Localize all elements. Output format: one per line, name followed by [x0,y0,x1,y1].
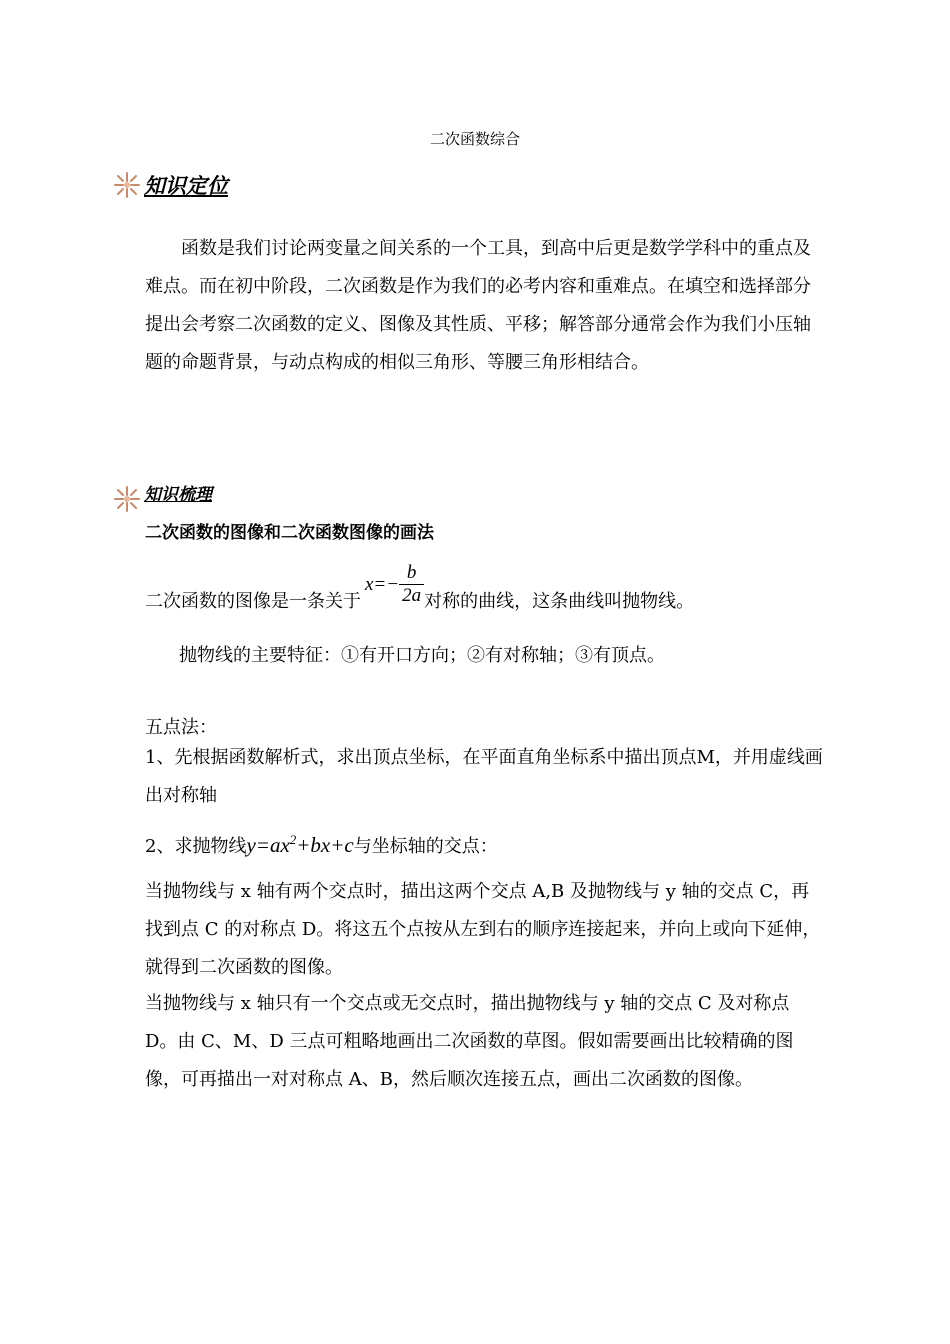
formula-part: +bx+c [296,833,354,857]
step-2-formula [246,832,353,858]
axis-formula-lhs: x=− [365,573,400,595]
step-2-text-before: 2、求抛物线 [145,836,247,857]
axis-text-after: 对称的曲线，这条曲线叫抛物线。 [424,591,695,612]
fraction-denominator: 2a [402,585,422,606]
section-heading-label: 知识梳理 [144,484,212,505]
subheading: 二次函数的图像和二次函数图像的画法 [145,523,434,543]
features-line: 抛物线的主要特征：①有开口方向；②有对称轴；③有顶点。 [179,645,665,666]
section-heading-label: 知识定位 [144,173,228,198]
fraction-numerator: b [399,562,424,585]
case-two-intersections: 当抛物线与 x 轴有两个交点时，描出这两个交点 A,B 及抛物线与 y 轴的交点 C，再找到点 C 的对称点 D。将这五个点按从左到右的顺序连接起来，并向上或向下延伸，就得到二次函数的图像。 [145,881,821,978]
axis-formula [365,562,424,607]
sparkle-icon [112,484,142,514]
intro-paragraph: 函数是我们讨论两变量之间关系的一个工具，到高中后更是数学学科中的重点及难点。而在初中阶段，二次函数是作为我们的必考内容和重难点。在填空和选择部分提出会考察二次函数的定义、图像及其性质、平移；解答部分通常会作为我们小压轴题的命题背景，与动点构成的相似三角形、等腰三角形相结合。 [145,238,811,373]
axis-formula-fraction [399,562,424,607]
step-2 [145,832,498,858]
section-heading-positioning [112,170,228,200]
five-point-label: 五点法： [145,717,217,738]
document-title: 二次函数综合 [429,130,520,148]
step-1: 1、先根据函数解析式，求出顶点坐标，在平面直角坐标系中描出顶点M，并用虚线画出对称轴 [145,747,823,806]
axis-text-before: 二次函数的图像是一条关于 [145,591,361,612]
section-heading-knowledge [112,484,212,514]
formula-part: y=ax [246,833,290,857]
formula-exponent: 2 [289,832,297,847]
step-2-text-after: 与坐标轴的交点： [353,836,498,857]
sparkle-icon [112,170,142,200]
axis-sentence [145,562,695,612]
case-one-or-none: 当抛物线与 x 轴只有一个交点或无交点时，描出抛物线与 y 轴的交点 C 及对称点 D。由 C、M、D 三点可粗略地画出二次函数的草图。假如需要画出比较精确的图像，可再描出一对对称点 A、B，然后顺次连接五点，画出二次函数的图像。 [145,993,794,1090]
